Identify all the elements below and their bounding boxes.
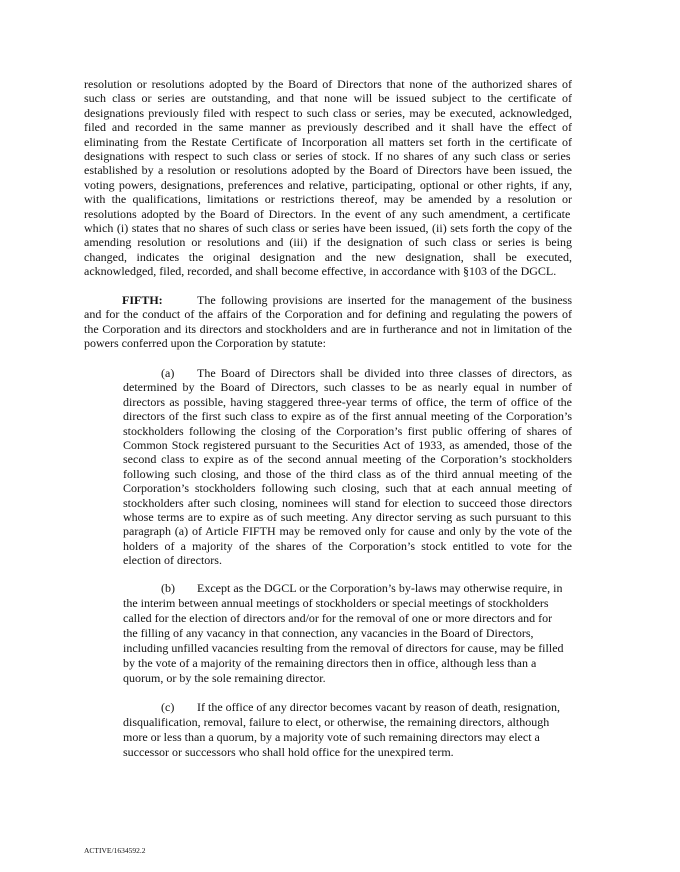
- document-footer-id: ACTIVE/1634592.2: [84, 846, 146, 855]
- paragraph-label: (b): [161, 581, 175, 595]
- text-line: Common Stock registered pursuant to the Securities Act of 1933, as amended, those of the: [123, 438, 572, 452]
- text-line: holders of a majority of the shares of the Corporation’s stock entitled to vote for the: [123, 538, 572, 553]
- text-line: stockholders following the closing of the Corporation’s first public offering of shares of: [123, 423, 572, 438]
- text-line: The Board of Directors shall be divided into three classes of directors, as: [197, 366, 572, 380]
- paragraph-label: (a): [161, 366, 175, 380]
- text-line: whose terms are to expire as of such meeting. Any director serving as such pursuant to this: [123, 510, 572, 524]
- text-line: by the vote of a majority of the remaining directors then in office, although less than a: [123, 656, 537, 670]
- text-line: successor or successors who shall hold office for the unexpired term.: [123, 745, 454, 759]
- text-line: the filling of any vacancy in that connection, any vacancies in the Board of Directors,: [123, 626, 534, 640]
- text-line: with the qualifications, limitations or restrictions thereof, may be amended by a resolution or: [84, 192, 572, 207]
- text-line: amending resolution or resolutions and (iii) if the designation of such class or series is being: [84, 235, 572, 250]
- text-line: quorum, or by the sole remaining director.: [123, 671, 326, 685]
- text-line: stockholders after such closing, nominees will stand for election to succeed those directors: [123, 495, 572, 510]
- text-line: voting powers, designations, preferences and relative, participating, optional or other rights, if any,: [84, 177, 572, 192]
- text-line: including unfilled vacancies resulting from the removal of directors for cause, may be filled: [123, 641, 564, 655]
- paragraph-label: (c): [161, 700, 175, 714]
- text-line: determined by the Board of Directors, such classes to be as nearly equal in number of: [123, 380, 572, 395]
- text-line: resolutions adopted by the Board of Directors. In the event of any such amendment, a certificate: [84, 206, 571, 221]
- text-line: designations previously filed with respect to such class or series, may be executed, acknowledged,: [84, 105, 572, 120]
- text-line: changed, indicates the original designation and the new designation, shall be executed,: [84, 249, 572, 264]
- text-line: following such closing, and those of the third class as of the third annual meeting of the: [123, 466, 572, 481]
- text-line: eliminating from the Restate Certificate of Incorporation all matters set forth in the certificate of: [84, 134, 572, 149]
- text-line: and for the conduct of the affairs of the Corporation and for defining and regulating the powers of: [84, 307, 572, 322]
- text-line: acknowledged, filed, recorded, and shall become effective, in accordance with §103 of the DGCL.: [84, 264, 557, 279]
- text-line: which (i) states that no shares of such class or series have been issued, (ii) sets forth the copy of the: [84, 221, 572, 235]
- text-line: paragraph (a) of Article FIFTH may be removed only for cause and only by the vote of the: [123, 524, 572, 539]
- text-line: established by a resolution or resolutions adopted by the Board of Directors have been issued, the: [84, 163, 572, 178]
- text-line: disqualification, removal, failure to elect, or otherwise, the remaining directors, although: [123, 715, 550, 729]
- text-line: powers conferred upon the Corporation by statute:: [84, 336, 326, 351]
- text-line: election of directors.: [123, 553, 222, 568]
- text-line: The following provisions are inserted for the management of the business: [197, 293, 572, 307]
- text-line: such class or series are outstanding, and that none will be issued subject to the certificate of: [84, 91, 572, 106]
- text-line: the interim between annual meetings of stockholders or special meetings of stockholders: [123, 596, 549, 610]
- text-line: second class to expire as of the second annual meeting of the Corporation’s stockholders: [123, 452, 572, 467]
- text-line: Except as the DGCL or the Corporation’s by-laws may otherwise require, in: [197, 581, 563, 595]
- text-line: called for the election of directors and/or for the removal of one or more directors and for: [123, 611, 553, 625]
- text-line: resolution or resolutions adopted by the Board of Directors that none of the authorized shares of: [84, 77, 572, 91]
- text-line: directors of the first such class to expire as of the first annual meeting of the Corporation’s: [123, 409, 572, 424]
- text-line: If the office of any director becomes vacant by reason of death, resignation,: [197, 700, 560, 714]
- paragraph-label: FIFTH:: [122, 293, 163, 307]
- text-line: directors as possible, having staggered three-year terms of office, the term of office of the: [123, 394, 572, 409]
- text-line: Corporation’s stockholders following such closing, such that at each annual meeting of: [123, 481, 572, 496]
- text-line: more or less than a quorum, by a majority vote of such remaining directors may elect a: [123, 730, 540, 744]
- text-line: the Corporation and its directors and stockholders and are in furtherance and not in limitation of the: [84, 321, 572, 336]
- text-line: designations with respect to such class or series of stock. If no shares of any such class or series: [84, 149, 571, 163]
- text-line: filed and recorded in the same manner as previously described and it shall have the effect of: [84, 120, 572, 135]
